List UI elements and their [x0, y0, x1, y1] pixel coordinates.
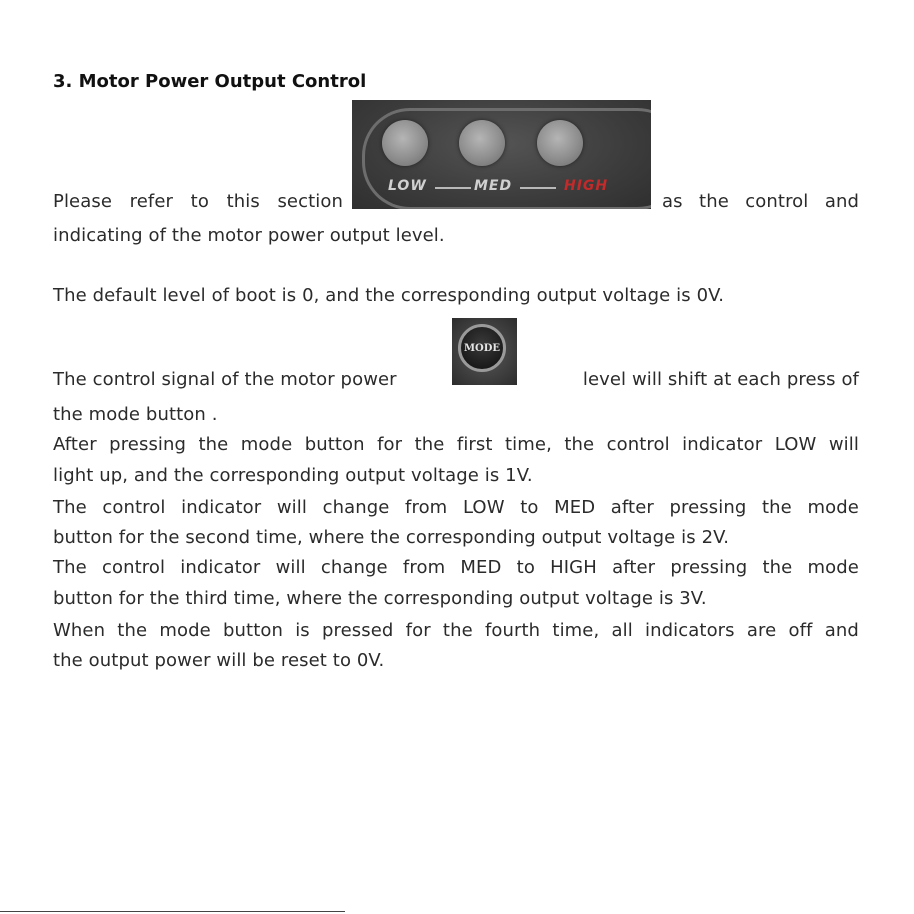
word: will — [276, 497, 307, 518]
word: to — [516, 557, 535, 578]
word: mode — [807, 557, 859, 578]
word: and — [824, 620, 859, 641]
word: all — [611, 620, 633, 641]
word: control — [101, 557, 166, 578]
control-signal-line-2: the mode button . — [53, 404, 218, 425]
mode-button-icon — [458, 324, 506, 372]
word: pressed — [321, 620, 394, 641]
intro-line-1-right — [662, 191, 859, 213]
word: control — [606, 434, 670, 455]
word: for — [405, 620, 431, 641]
word: time, — [552, 620, 600, 641]
word: the — [699, 191, 729, 212]
word: from — [402, 557, 446, 578]
word: MED — [460, 557, 502, 578]
step-4-line-1 — [53, 620, 859, 642]
word: pressing — [669, 497, 747, 518]
word: control — [102, 497, 166, 518]
word: mode — [807, 497, 859, 518]
word: LOW — [462, 497, 505, 518]
word: the — [414, 434, 445, 455]
word: as — [662, 191, 683, 212]
step-4-line-2: the output power will be reset to 0V. — [53, 650, 385, 671]
word: pressing — [109, 434, 187, 455]
control-signal-line-1-left: The control signal of the motor power — [53, 369, 397, 390]
intro-line-2: indicating of the motor power output level. — [53, 225, 445, 246]
word: time, — [505, 434, 552, 455]
word: to — [520, 497, 539, 518]
word: change — [320, 557, 388, 578]
step-2-line-2: button for the second time, where the corresponding output voltage is 2V. — [53, 527, 730, 548]
word: will — [275, 557, 306, 578]
step-2-line-1 — [53, 497, 859, 519]
word: indicator — [682, 434, 763, 455]
word: the — [762, 557, 793, 578]
word: fourth — [484, 620, 541, 641]
word: LOW — [774, 434, 817, 455]
word: indicator — [181, 497, 262, 518]
control-signal-line-1-right: level will shift at each press of — [582, 369, 859, 390]
word: control — [745, 191, 809, 212]
step-1-line-2: light up, and the corresponding output voltage is 1V. — [53, 465, 533, 486]
word: the — [117, 620, 148, 641]
word: will — [828, 434, 859, 455]
word: and — [824, 191, 859, 212]
low-indicator-led — [382, 120, 428, 166]
word: After — [53, 434, 97, 455]
word: HIGH — [550, 557, 597, 578]
word: mode — [159, 620, 211, 641]
panel-label-low: LOW — [388, 178, 427, 194]
footer-rule — [0, 911, 345, 912]
mode-button-label: MODE — [463, 342, 501, 354]
word: the — [198, 434, 229, 455]
word: refer — [129, 191, 174, 212]
step-3-line-2: button for the third time, where the corresponding output voltage is 3V. — [53, 588, 707, 609]
step-3-line-1 — [53, 557, 859, 579]
panel-label-med: MED — [474, 178, 513, 194]
section-heading: 3. Motor Power Output Control — [53, 71, 367, 92]
step-1-line-1 — [53, 434, 859, 456]
high-indicator-led — [537, 120, 583, 166]
word: mode — [240, 434, 293, 455]
word: change — [322, 497, 390, 518]
word: The — [53, 497, 87, 518]
word: Please — [53, 191, 113, 212]
word: to — [190, 191, 209, 212]
word: button — [304, 434, 365, 455]
panel-connector — [520, 187, 556, 189]
word: the — [442, 620, 473, 641]
word: MED — [554, 497, 596, 518]
word: section — [277, 191, 343, 212]
word: first — [456, 434, 493, 455]
word: off — [788, 620, 813, 641]
word: is — [295, 620, 310, 641]
default-level-text: The default level of boot is 0, and the corresponding output voltage is 0V. — [53, 285, 725, 306]
indicator-panel-image — [352, 100, 651, 209]
word: indicators — [645, 620, 735, 641]
panel-label-high: HIGH — [564, 178, 609, 194]
word: from — [405, 497, 448, 518]
intro-line-1-left — [53, 191, 343, 213]
word: pressing — [670, 557, 748, 578]
word: are — [746, 620, 777, 641]
word: after — [610, 497, 654, 518]
word: indicator — [180, 557, 261, 578]
word: the — [762, 497, 792, 518]
panel-connector — [435, 187, 471, 189]
word: after — [612, 557, 656, 578]
word: The — [53, 557, 87, 578]
word: button — [223, 620, 283, 641]
med-indicator-led — [459, 120, 505, 166]
word: the — [564, 434, 595, 455]
mode-button-image — [452, 318, 517, 385]
word: this — [226, 191, 260, 212]
word: When — [53, 620, 106, 641]
word: for — [377, 434, 403, 455]
